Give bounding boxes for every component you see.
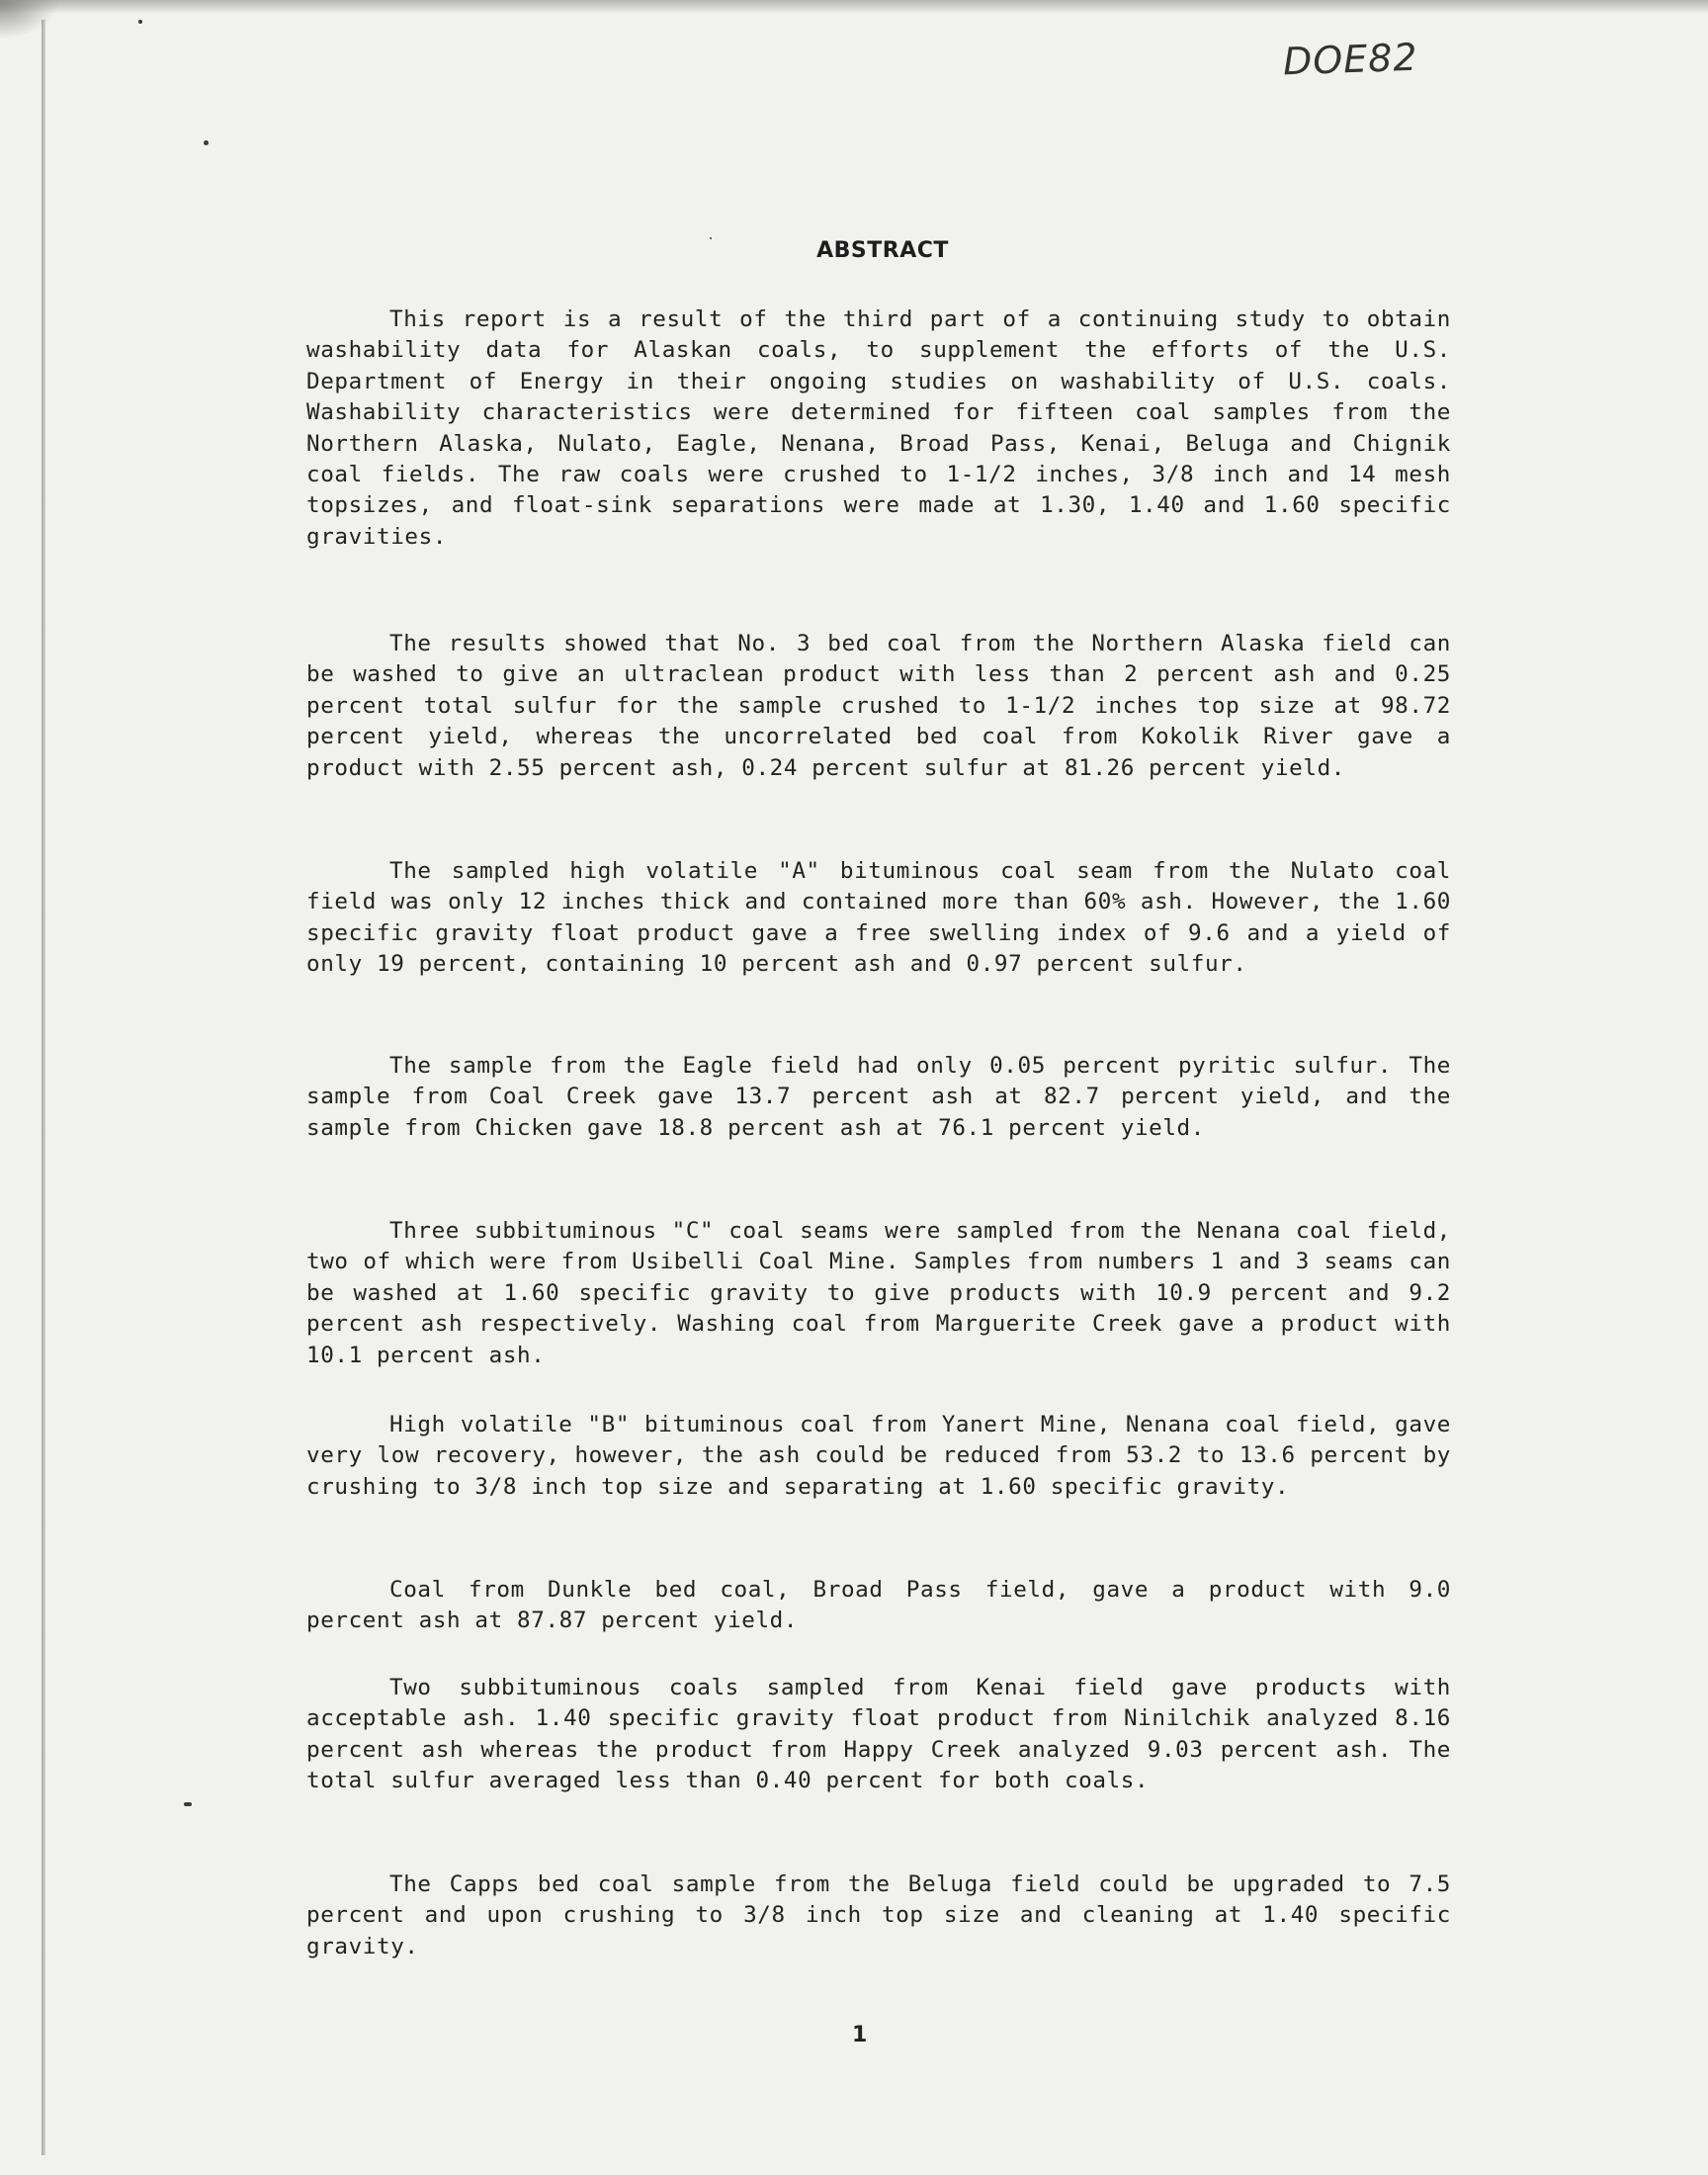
abstract-paragraph-7: Coal from Dunkle bed coal, Broad Pass field, gave a product with 9.0 percent ash at 87.87 percent yield. [306, 1577, 1451, 1634]
scan-binding-edge [42, 20, 45, 2155]
handwritten-annotation: DOE82 [1282, 35, 1419, 84]
page-number: 1 [852, 2023, 868, 2047]
abstract-paragraph-8: Two subbituminous coals sampled from Kenai field gave products with acceptable ash. 1.40 specific gravity float product from Ninilchik analyzed 8.16 percent ash whereas the product from Happy Creek analyzed 9.03 percent ash. The total sulfur averaged less than 0.40 percent for both coals. [306, 1675, 1451, 1794]
scan-corner-shadow [0, 0, 59, 40]
scan-speck [204, 140, 209, 145]
abstract-paragraph-3: The sampled high volatile "A" bituminous coal seam from the Nulato coal field was only 12 inches thick and contained more than 60% ash. However, the 1.60 specific gravity float product gave a free swelling index of 9.6 and a yield of only 19 percent, containing 10 percent ash and 0.97 percent sulfur. [306, 858, 1451, 978]
abstract-paragraph-9: The Capps bed coal sample from the Beluga field could be upgraded to 7.5 percent and upon crushing to 3/8 inch top size and cleaning at 1.40 specific gravity. [306, 1871, 1451, 1959]
abstract-paragraph-2: The results showed that No. 3 bed coal from the Northern Alaska field can be washed to give an ultraclean product with less than 2 percent ash and 0.25 percent total sulfur for the sample crushed to 1-1/2 inches top size at 98.72 percent yield, whereas the uncorrelated bed coal from Kokolik River gave a product with 2.55 percent ash, 0.24 percent sulfur at 81.26 percent yield. [306, 631, 1451, 781]
abstract-heading: ABSTRACT [816, 238, 949, 263]
abstract-paragraph-6: High volatile "B" bituminous coal from Yanert Mine, Nenana coal field, gave very low recovery, however, the ash could be reduced from 53.2 to 13.6 percent by crushing to 3/8 inch top size and separating at 1.60 specific gravity. [306, 1412, 1451, 1500]
abstract-paragraph-1: This report is a result of the third part of a continuing study to obtain washability data for Alaskan coals, to supplement the efforts of the U.S. Department of Energy in their ongoing studies on washability of U.S. coals. Washability characteristics were determined for fifteen coal samples from the Northern Alaska, Nulato, Eagle, Nenana, Broad Pass, Kenai, Beluga and Chignik coal fields. The raw coals were crushed to 1-1/2 inches, 3/8 inch and 14 mesh topsizes, and float-sink separations were made at 1.30, 1.40 and 1.60 specific gravities. [306, 306, 1451, 550]
scan-speck [184, 1802, 192, 1806]
scan-top-shadow [0, 0, 1708, 14]
abstract-paragraph-4: The sample from the Eagle field had only 0.05 percent pyritic sulfur. The sample from Coal Creek gave 13.7 percent ash at 82.7 percent yield, and the sample from Chicken gave 18.8 percent ash at 76.1 percent yield. [306, 1053, 1451, 1141]
abstract-paragraph-5: Three subbituminous "C" coal seams were sampled from the Nenana coal field, two of which were from Usibelli Coal Mine. Samples from numbers 1 and 3 seams can be washed at 1.60 specific gravity to give products with 10.9 percent and 9.2 percent ash respectively. Washing coal from Marguerite Creek gave a product with 10.1 percent ash. [306, 1218, 1451, 1368]
scan-speck [138, 20, 142, 24]
